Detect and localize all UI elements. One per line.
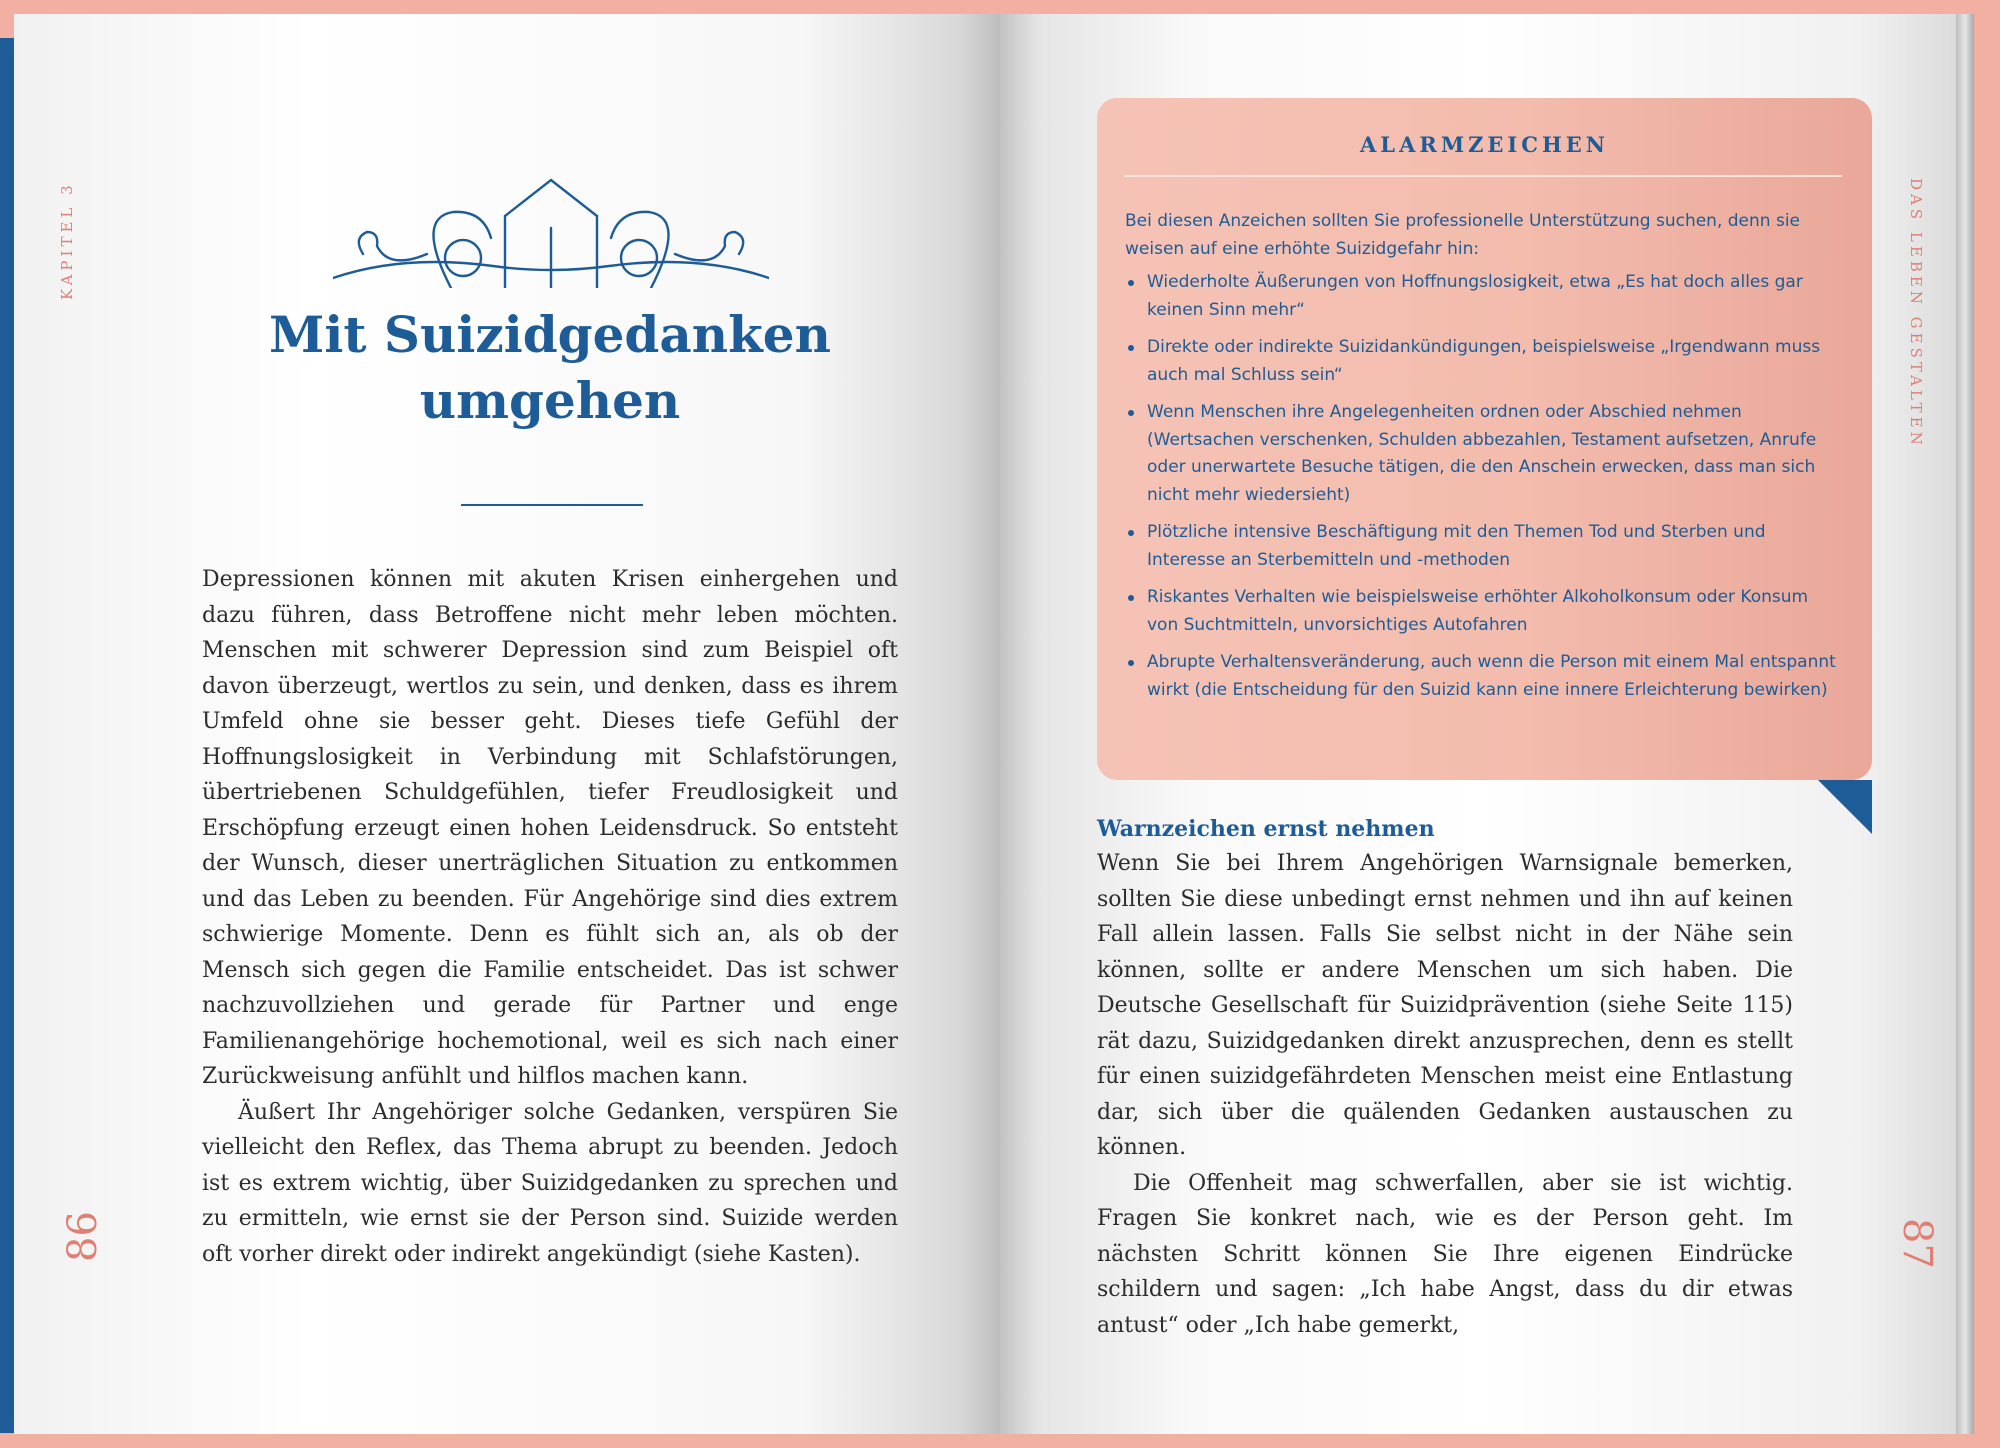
right-body-text bbox=[1097, 846, 1793, 1343]
chapter-title bbox=[200, 302, 900, 434]
paragraph: Äußert Ihr Angehöriger solche Gedanken, verspüren Sie vielleicht den Reflex, das Thema abrupt zu beenden. Jedoch ist es extrem wichtig, über Suizidgedanken zu sprechen und zu ermitteln, wie ernst sie der Person sind. Suizide werden oft vorher direkt oder indirekt angekündigt (siehe Kasten). bbox=[202, 1099, 898, 1267]
list-item: Wenn Menschen ihre Angelegenheiten ordnen oder Abschied nehmen (Wertsachen verschenken, Schulden abbezahlen, Testament aufsetzen, Anrufe oder unerwartete Besuche tätigen, die den Anschein erwecken, dass man sich nicht mehr wiedersieht) bbox=[1125, 399, 1843, 509]
left-body-text bbox=[202, 562, 898, 1272]
alarm-signs-box bbox=[1097, 98, 1872, 780]
alarm-box-title: ALARMZEICHEN bbox=[1360, 132, 1609, 157]
alarm-box-content bbox=[1125, 208, 1843, 714]
section-heading: Warnzeichen ernst nehmen bbox=[1097, 816, 1435, 842]
title-divider bbox=[461, 504, 643, 506]
title-line-1: Mit Suizidgedanken bbox=[269, 305, 831, 364]
list-item: Abrupte Verhaltensveränderung, auch wenn die Person mit einem Mal entspannt wirkt (die Entscheidung für den Suizid kann eine innere Erleichterung bewirken) bbox=[1125, 649, 1843, 704]
chapter-label: KAPITEL 3 bbox=[58, 181, 76, 300]
list-item: Direkte oder indirekte Suizidankündigungen, beispielsweise „Irgendwann muss auch mal Schluss sein“ bbox=[1125, 334, 1843, 389]
list-item: Riskantes Verhalten wie beispielsweise erhöhter Alkoholkonsum oder Konsum von Suchtmitteln, unvorsichtiges Autofahren bbox=[1125, 584, 1843, 639]
paragraph: Wenn Sie bei Ihrem Angehörigen Warnsignale bemerken, sollten Sie diese unbedingt ernst nehmen und ihn auf keinen Fall allein lassen. Falls Sie selbst nicht in der Nähe sein können, sollte er andere Menschen um sich haben. Die Deutsche Gesellschaft für Suizidprävention (siehe Seite 115) rät dazu, Suizidgedanken direkt anzusprechen, denn es stellt für einen suizidgefährdeten Menschen meist eine Entlastung dar, sich über die quälenden Gedanken austauschen zu können. bbox=[1097, 851, 1793, 1160]
paragraph: Depressionen können mit akuten Krisen einhergehen und dazu führen, dass Betroffene nicht mehr leben möchten. Menschen mit schwerer Depression sind zum Beispiel oft davon überzeugt, wertlos zu sein, und denken, dass es ihrem Umfeld ohne sie besser geht. Dieses tiefe Gefühl der Hoffnungslosigkeit in Verbindung mit Schlafstörungen, übertriebenen Schuldgefühlen, tiefer Freudlosigkeit und Erschöpfung erzeugt einen hohen Leidensdruck. So entsteht der Wunsch, dieser unerträglichen Situation zu entkommen und das Leben zu beenden. Für Angehörige sind dies extrem schwierige Momente. Denn es fühlt sich an, als ob der Mensch sich gegen die Familie entscheidet. Das ist schwer nachzuvollziehen und gerade für Partner und enge Familienangehörige hochemotional, weil es sich nach einer Zurückweisung anfühlt und hilflos machen kann. bbox=[202, 567, 898, 1089]
page-stack-edge bbox=[1956, 14, 1974, 1434]
alarm-box-divider bbox=[1124, 175, 1842, 177]
list-item: Wiederholte Äußerungen von Hoffnungslosigkeit, etwa „Es hat doch alles gar keinen Sinn mehr“ bbox=[1125, 269, 1843, 324]
paragraph: Die Offenheit mag schwerfallen, aber sie ist wichtig. Fragen Sie konkret nach, wie es der Person geht. Im nächsten Schritt können Sie Ihre eigenen Eindrücke schildern und sagen: „Ich habe Angst, dass du dir etwas antust“ oder „Ich habe gemerkt, bbox=[1097, 1170, 1793, 1338]
running-head: DAS LEBEN GESTALTEN bbox=[1907, 178, 1925, 449]
alarm-intro: Bei diesen Anzeichen sollten Sie professionelle Unterstützung suchen, denn sie weisen auf eine erhöhte Suizidgefahr hin: bbox=[1125, 211, 1800, 259]
page-number-left: 86 bbox=[60, 1211, 106, 1262]
page-number-right: 87 bbox=[1894, 1218, 1940, 1269]
alarm-list bbox=[1125, 269, 1843, 704]
title-line-2: umgehen bbox=[419, 371, 681, 430]
corner-flag bbox=[1818, 780, 1872, 834]
ornament-house-icon bbox=[333, 176, 769, 288]
list-item: Plötzliche intensive Beschäftigung mit den Themen Tod und Sterben und Interesse an Sterbemitteln und -methoden bbox=[1125, 519, 1843, 574]
